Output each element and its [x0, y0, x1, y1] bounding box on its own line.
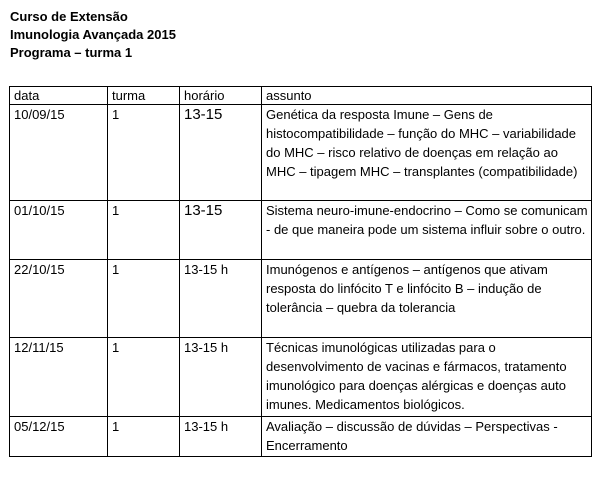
table-row	[10, 260, 592, 338]
cell-turma: 1	[108, 338, 180, 417]
schedule-table	[9, 86, 592, 457]
cell-data: 12/11/15	[10, 338, 108, 417]
course-title: Curso de Extensão	[10, 9, 128, 24]
cell-assunto: Genética da resposta Imune – Gens de histocompatibilidade – função do MHC – variabilidade do MHC – risco relativo de doenças em relação ao MHC – tipagem MHC – transplantes (compatibilidade)	[262, 105, 592, 201]
column-header-assunto: assunto	[262, 87, 592, 105]
column-header-data: data	[10, 87, 108, 105]
cell-horario: 13-15 h	[180, 260, 262, 338]
table-row	[10, 338, 592, 417]
column-header-horario: horário	[180, 87, 262, 105]
program-title: Programa – turma 1	[10, 45, 133, 60]
cell-data: 01/10/15	[10, 201, 108, 260]
cell-turma: 1	[108, 417, 180, 457]
cell-data: 22/10/15	[10, 260, 108, 338]
cell-assunto: Sistema neuro-imune-endocrino – Como se comunicam - de que maneira pode um sistema influir sobre o outro.	[262, 201, 592, 260]
cell-horario: 13-15 h	[180, 338, 262, 417]
cell-data: 05/12/15	[10, 417, 108, 457]
column-header-turma: turma	[108, 87, 180, 105]
cell-data: 10/09/15	[10, 105, 108, 201]
cell-horario: 13-15 h	[180, 417, 262, 457]
cell-turma: 1	[108, 260, 180, 338]
cell-turma: 1	[108, 105, 180, 201]
cell-assunto: Imunógenos e antígenos – antígenos que ativam resposta do linfócito T e linfócito B – indução de tolerância – quebra da tolerancia	[262, 260, 592, 338]
cell-assunto: Técnicas imunológicas utilizadas para o desenvolvimento de vacinas e fármacos, tratamento imunológico para doenças alérgicas e doenças auto imunes. Medicamentos biológicos.	[262, 338, 592, 417]
document-header	[10, 8, 176, 62]
table-row	[10, 417, 592, 457]
table-row	[10, 201, 592, 260]
table-row	[10, 105, 592, 201]
cell-horario: 13-15	[180, 105, 262, 201]
cell-assunto: Avaliação – discussão de dúvidas – Perspectivas - Encerramento	[262, 417, 592, 457]
cell-horario: 13-15	[180, 201, 262, 260]
course-subtitle: Imunologia Avançada 2015	[10, 27, 176, 42]
cell-turma: 1	[108, 201, 180, 260]
table-header-row	[10, 87, 592, 105]
